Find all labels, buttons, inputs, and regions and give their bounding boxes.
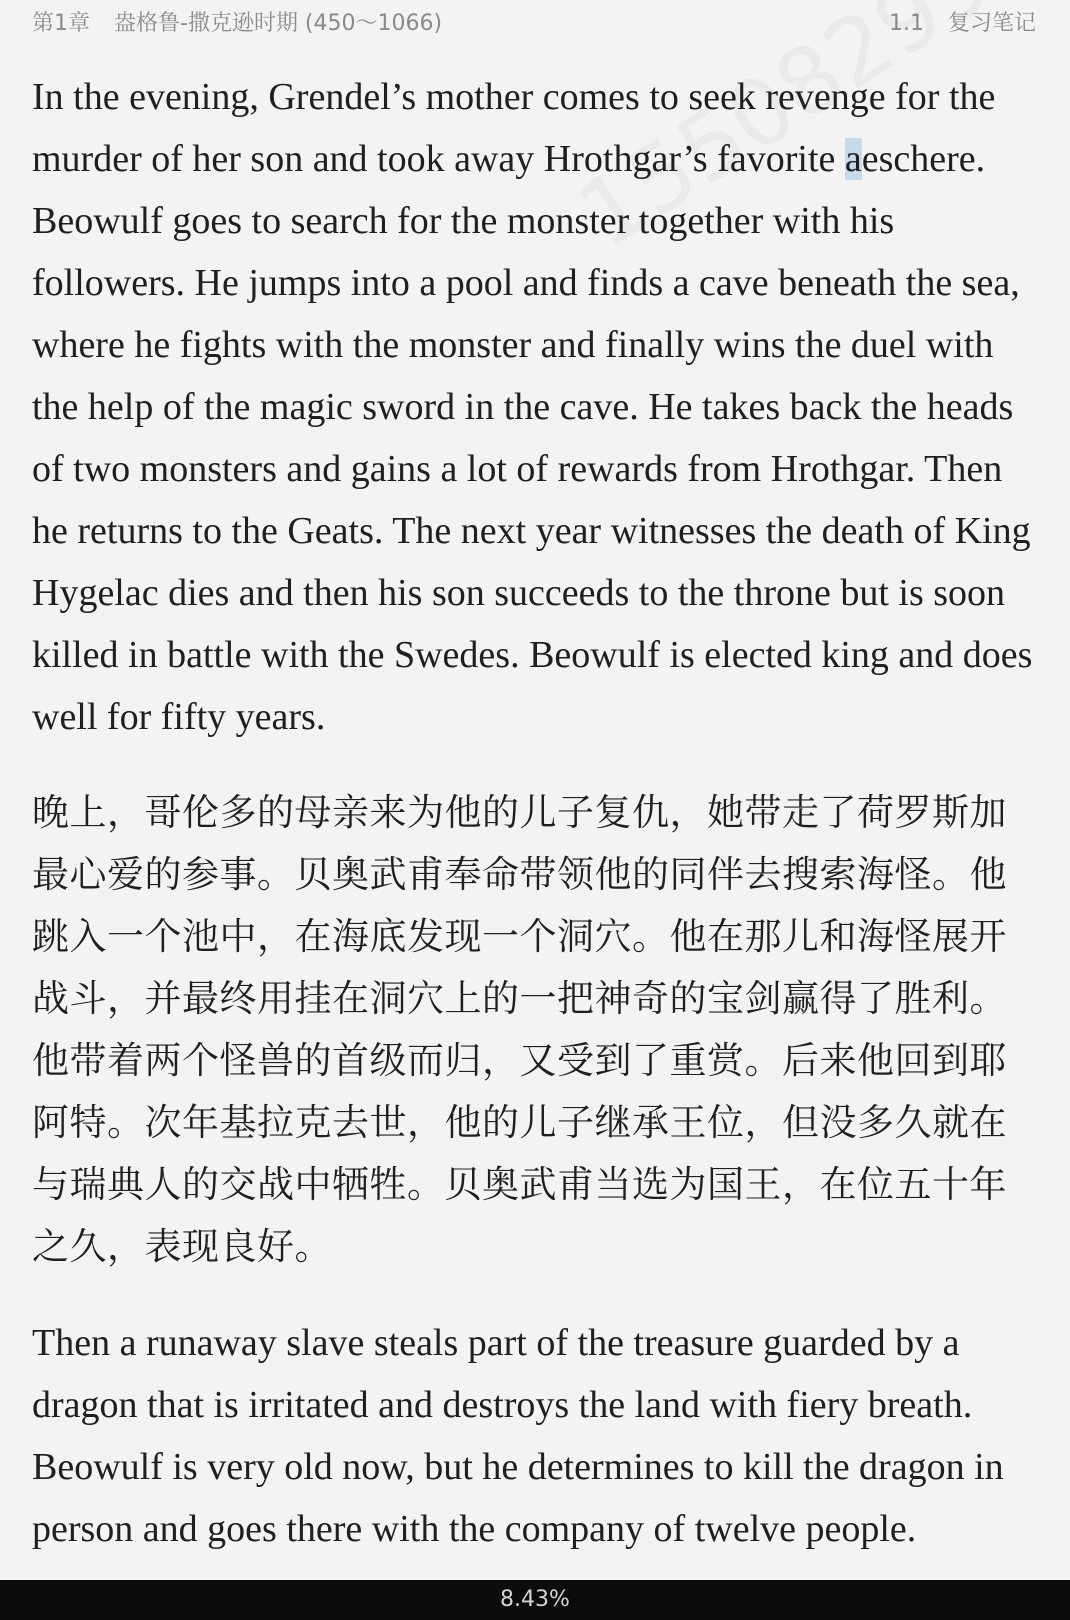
- paragraph-chinese-1[interactable]: 晚上，哥伦多的母亲来为他的儿子复仇，她带走了荷罗斯加最心爱的参事。贝奥武甫奉命带领他的同伴去搜索海怪。他跳入一个池中，在海底发现一个洞穴。他在那儿和海怪展开战斗，并最终用挂在洞穴上的一把神奇的宝剑赢得了胜利。他带着两个怪兽的首级而归，又受到了重赏。后来他回到耶阿特。次年基拉克去世，他的儿子继承王位，但没多久就在与瑞典人的交战中牺牲。贝奥武甫当选为国王，在位五十年之久，表现良好。: [32, 791, 1007, 1268]
- paragraph-1-rest: eschere. Beowulf goes to search for the monster together with his followers. He jumps into a pool and finds a cave beneath the sea, where he fights with the monster and finally wins the duel with the help of the magic sword in the cave. He takes back the heads of two monsters and gains a lot of rewards from Hrothgar. Then he returns to the Geats. The next year witnesses the death of King Hygelac dies and then his son succeeds to the throne but is soon killed in battle with the Swedes. Beowulf is elected king and does well for fifty years.: [32, 138, 1033, 738]
- paragraph-english-2[interactable]: Then a runaway slave steals part of the treasure guarded by a dragon that is irritated and destroys the land with fiery breath. Beowulf is very old now, but he determines to kill the dragon in person and goes there with the company of twelve people.: [32, 1322, 1004, 1550]
- section-number: 1.1: [888, 11, 924, 36]
- reading-progress-percent: 8.43%: [500, 1587, 570, 1612]
- reading-progress-bar: [0, 1580, 1070, 1620]
- section-info[interactable]: [889, 6, 1036, 37]
- chapter-number: 第1章: [32, 11, 90, 36]
- section-title: 复习笔记: [947, 11, 1036, 36]
- chapter-title: 盎格鲁-撒克逊时期 (450～1066): [114, 11, 443, 36]
- reader-header: [0, 0, 1070, 42]
- reader-content[interactable]: [32, 66, 1042, 1560]
- chapter-info[interactable]: [32, 6, 442, 37]
- paragraph-1-start: In the evening, Grendel’s mother comes to seek revenge for the murder of her son and took away Hrothgar’s favorite: [32, 76, 996, 180]
- text-cursor-selection[interactable]: a: [844, 138, 862, 180]
- paragraph-english-1[interactable]: [32, 66, 1042, 748]
